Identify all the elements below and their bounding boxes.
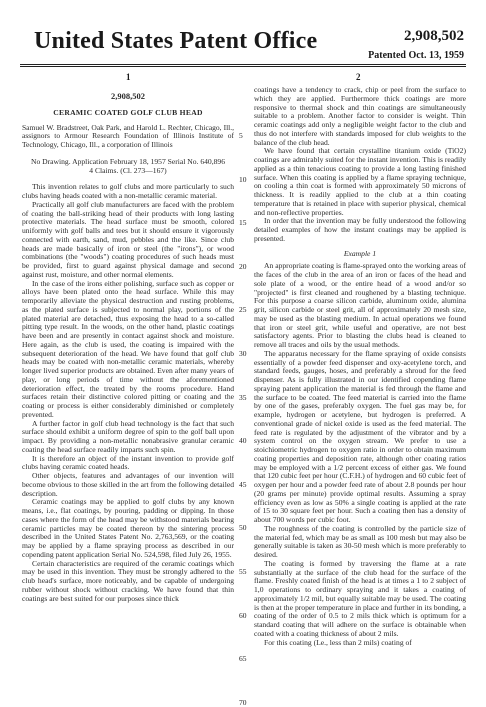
- example-paragraph: The apparatus necessary for the flame spraying of oxide consists essentially of a powder feed dispenser and oxy-acetylene torch, and standard feeds, gauges, hoses, and preferably a shroud for the feed dispenser. As is fully illustrated in our identified copending flame spraying patent application the material is fed through the flame and the surface to be coated. The feed material is carried into the flame by one of the gases, preferably oxygen. The fuel gas may be, for example, hydrogen or acetylene, but hydrogen is preferred. A conventional grade of nickel oxide is used as the feed material. The feed rate is regulated by the adjustment of the vibrator and by a system control on the oxygen stream. We prefer to use a stoichiometric hydrogen to oxygen ratio in order to obtain maximum coating properties and deposition rate, although other coating ratios may be employed with a 1/2 percent excess of either gas. We found that 120 cubic feet per hour (C.F.H.) of hydrogen and 60 cubic feet of oxygen per hour and a powder feed rate of about 2.8 pounds per hour (20 grams per minute) provide optimal results. Assuming a spray efficiency even as low as 50% a single coating is applied at the rate of 15 to 30 square feet per hour. Such a coating then has a density of about 700 words per cubic foot.: [254, 348, 466, 524]
- left-paragraph: A further factor in golf club head technology is the fact that such surface should exhibit a uniform degree of spin to the golf ball upon impact. By providing a non-metallic nonabrasive granular ceramic coating the head surface readily imparts such spin.: [22, 418, 234, 454]
- margin-line-number: 20: [239, 261, 247, 271]
- header-rule-top: [20, 64, 466, 65]
- example-heading: Example 1: [343, 248, 377, 258]
- margin-line-number: 30: [239, 349, 247, 358]
- left-paragraph: Practically all golf club manufacturers are faced with the problem of coating the ball-striking head of their products with long lasting protective materials. The head surface must be smooth, colored uniformly with golf balls and tees but it should ensure it vigorously connected with earth, sand, mud, pebbles and the like. Since club heads are made basically of iron or steel (the "irons"), or wood combinations (the "woods") coating procedures of such heads must be provided, first to guard against physical damage and second against rust, moisture, and other normal elements.: [22, 199, 234, 279]
- margin-line-number: 25: [239, 305, 247, 315]
- right-paragraph: In order that the invention may be fully understood the following detailed examples of how the instant coatings may be applied is presented.: [254, 216, 466, 243]
- margin-line-number: 55: [239, 567, 247, 576]
- patented-date: Patented Oct. 13, 1959: [368, 50, 464, 61]
- margin-line-number: 70: [239, 697, 247, 707]
- inventors: Samuel W. Bradstreet, Oak Park, and Harold L. Rechter, Chicago, Ill., assignors to Armour Research Foundation of Illinois Institute of Technology, Chicago, Ill., a corporation of Illinois: [22, 122, 234, 149]
- column-number-left: 1: [126, 72, 131, 82]
- example-paragraph: The coating is formed by traversing the flame at a rate substantially at the surface of the club head for the surface of the flame. Freshly coated finish of the head is at times a 1 to 2 subject of 1,0 operations to ordinary spraying and it takes a coating of approximately 1/2 mil, but equally suitable may be used. The coating is then at the proper temperature in place and further in its bonding, a coating of the order of 0.5 to 2 mils thick which is optimum for a standard coating that will adhere on the surface is obtainable when coated with a coating thickness of about 2 mils.: [254, 558, 466, 638]
- example-paragraph: The roughness of the coating is controlled by the particle size of the material fed, which may be as small as 100 mesh but may also be generally suitable is taken as 30-50 mesh which is more preferably to desired.: [254, 523, 466, 559]
- margin-line-number: 50: [239, 523, 247, 533]
- front-patent-number: 2,908,502: [111, 91, 145, 101]
- right-paragraph: We have found that certain crystalline titanium oxide (TiO2) coatings are admirably suited for the instant invention. This is readily applied as a thin tenacious coating to provide a long lasting finished surface. When this coating is applied by a flame spraying technique, on cooling a thin coat is formed with approximately 50 microns of thickness. It is readily applied to the club at a thin coating temperature that is retained in place with superior physical, chemical and non-reflective properties.: [254, 146, 466, 217]
- margin-line-number: 35: [239, 392, 247, 402]
- column-number-right: 2: [356, 72, 361, 82]
- left-paragraph: Other objects, features and advantages of our invention will become obvious to those skilled in the art from the following detailed description.: [22, 471, 234, 498]
- right-paragraph: coatings have a tendency to crack, chip or peel from the surface to which they are applied. Furthermore thick coatings are more responsive to thermal shock and thin coatings are simultaneously suitable to a problem. Another factor to consider is weight. Thin ceramic coatings add only a negligible weight factor to the club and thus do not interfere with standards imposed for club weights to the balance of the club head.: [254, 85, 466, 147]
- margin-line-number: 10: [239, 174, 247, 184]
- margin-line-number: 45: [239, 479, 247, 489]
- margin-line-number: 60: [239, 610, 247, 620]
- right-column: [254, 86, 466, 647]
- example-paragraph: An appropriate coating is flame-sprayed onto the working areas of the faces of the club in the area of an iron or faces of the head and sole plate of a wood, or the entire head of a wood and/or so "projected" is first cleaned and roughened by a blasting technique. For this purpose a coarse silicon carbide, aluminum oxide, alumina grit, silicon carbide or steel grit, all of approximately 20 mesh size, may be used as the blasting medium. In actual operations we found that iron or steel grit, while useful and operative, are not best satisfactory agents. Prior to blasting the clubs head is cleaned to remove all traces and oils by the usual methods.: [254, 261, 466, 349]
- left-column: [22, 86, 234, 603]
- margin-line-number: 5: [239, 131, 243, 140]
- header-rule-bottom: [20, 66, 466, 67]
- example-paragraph: For this coating (Le., less than 2 mils) coating of: [264, 637, 412, 647]
- application-info: No Drawing. Application February 18, 1957 Serial No. 640,896: [30, 156, 226, 166]
- claims-info: 4 Claims. (Cl. 273—167): [89, 165, 167, 175]
- margin-line-number: 40: [239, 436, 247, 446]
- patent-title: CERAMIC COATED GOLF CLUB HEAD: [53, 107, 203, 117]
- left-paragraph: Certain characteristics are required of the ceramic coatings which may be used in this invention. They must be strongly adhered to the club head's surface, more noticeably, and be capable of undergoing rubber without shock without cracking. We have found that thin coatings are best suited for our purposes since thick: [22, 558, 234, 603]
- left-paragraph: Ceramic coatings may be applied to golf clubs by any known means, i.e., flat coatings, by pouring, padding or dipping. In those cases where the form of the head may be withstood materials bearing ceramic particles may be coated thereon by the sintering process described in the United States Patent No. 2,763,569, or the coating may be applied by a flame spraying process as described in our copending patent application Serial No. 524,598, filed July 26, 1955.: [22, 497, 234, 559]
- margin-line-number: 65: [239, 654, 247, 664]
- left-paragraph: This invention relates to golf clubs and more particularly to such clubs having heads coated with a non-metallic ceramic material.: [22, 182, 234, 200]
- left-paragraph: It is therefore an object of the instant invention to provide golf clubs having ceramic coated heads.: [22, 453, 234, 472]
- office-title: United States Patent Office: [34, 28, 318, 54]
- left-paragraph: In the case of the irons either polishing, surface such as copper or alloys have been plated onto the head surface. While this may temporarily alleviate the physical destruction and rusting problems, as the plated surface is subjected to normal play, portions of the plated material are detached, thus exposing the head to a so-called pitting type result. In the woods, on the other hand, plastic coatings have been and are presently in contact against shock and moisture. Here again, as the club is used, the coating is impaired with the subsequent deterioration of the head. We have found that golf club heads may be coated with non-metallic ceramic materials, whereby longer lived superior products are obtained. Even after many years of play, or long periods of time without the aforementioned deterioration effect, the treated by the rooms procedure. Hand surfaces retain their distinctive colored pitting or coating and the coating or process is either considerably diminished or completely prevented.: [22, 278, 234, 419]
- patent-number: 2,908,502: [404, 28, 464, 44]
- margin-line-number: 15: [239, 218, 247, 228]
